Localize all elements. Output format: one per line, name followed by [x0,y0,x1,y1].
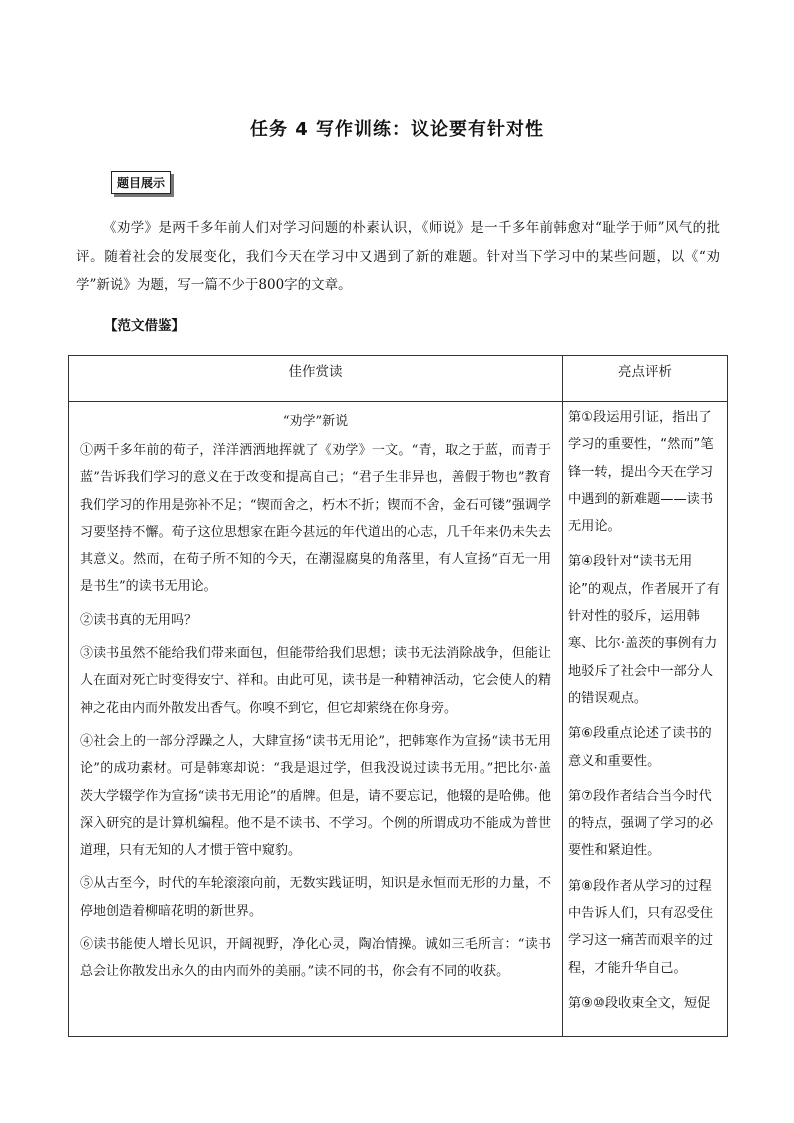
comment-2: 第④段针对“读书无用论”的观点，作者展开了有针对性的驳斥，运用韩寒、比尔·盖茨的事例有力地驳斥了社会中一部分人的错误观点。 [568,554,720,706]
essay-paragraph-5: ⑤从古至今，时代的车轮滚滚向前，无数实践证明，知识是永恒而无形的力量，不停地创造着柳暗花明的新世界。 [80,876,551,919]
comment-5: 第⑧段作者从学习的过程中告诉人们，只有忍受住学习这一痛苦而艰辛的过程，才能升华自己。 [568,878,714,976]
essay-paragraph-6: ⑥读书能使人增长见识，开阔视野，净化心灵，陶冶情操。诚如三毛所言：“读书总会让你散发出永久的由内而外的美丽。”读不同的书，你会有不同的收获。 [80,937,551,980]
header-essay: 佳作赏读 [69,356,563,402]
comments-cell [563,402,728,1037]
essay-title: “劝学”新说 [282,414,349,429]
section-heading: 【范文借鉴】 [104,318,185,334]
section-tag: 题目展示 [111,171,171,194]
essay-paragraph-1: ①两千多年前的荀子，洋洋洒洒地挥就了《劝学》一文。“青，取之于蓝，而青于蓝”告诉我们学习的意义在于改变和提高自己；“君子生非异也，善假于物也”教育我们学习的作用是弥补不足；“锲而舍之，朽木不折；锲而不舍，金石可镂”强调学习要坚持不懈。荀子这位思想家在距今甚远的年代道出的心志，几千年来仍未失去其意义。然而，在荀子所不知的今天，在潮湿腐臭的角落里，有人宣扬“百无一用是书生”的读书无用论。 [80,443,551,595]
essay-paragraph-2: ②读书真的无用吗？ [80,612,198,628]
essay-paragraph-4: ④社会上的一部分浮躁之人，大肆宣扬“读书无用论”，把韩寒作为宣扬“读书无用论”的成功素材。可是韩寒却说：“我是退过学，但我没说过读书无用。”把比尔·盖茨大学辍学作为宣扬“读书无用论”的盾牌。但是，请不要忘记，他辍的是哈佛。他深入研究的是计算机编程。他不是不读书、不学习。个例的所谓成功不能成为普世道理，只有无知的人才惯于管中窥豹。 [80,733,551,859]
essay-cell [69,402,563,1037]
page-title: 任务 4 写作训练：议论要有针对性 [249,119,545,140]
essay-paragraph-3: ③读书虽然不能给我们带来面包，但能带给我们思想；读书无法消除战争，但能让人在面对死亡时变得安宁、祥和。由此可见，读书是一种精神活动，它会使人的精神之花由内而外散发出香气。你嗅不到它，但它却萦绕在你身旁。 [80,646,551,716]
comment-4: 第⑦段作者结合当今时代的特点，强调了学习的必要性和紧迫性。 [568,788,714,859]
comment-3: 第⑥段重点论述了读书的意义和重要性。 [568,726,712,769]
comment-1: 第①段运用引证，指出了学习的重要性，“然而”笔锋一转，提出今天在学习中遇到的新难题——读书无用论。 [568,410,714,535]
intro-paragraph: 《劝学》是两千多年前人们对学习问题的朴素认识，《师说》是一千多年前韩愈对“耻学于师”风气的批评。随着社会的发展变化，我们今天在学习中又遇到了新的难题。针对当下学习中的某些问题，以《“劝学”新说》为题，写一篇不少于800字的文章。 [76,220,720,293]
header-comments: 亮点评析 [563,356,728,402]
essay-table [68,355,728,1037]
table-body-row [69,402,728,1037]
table-header-row [69,356,728,402]
comment-6: 第⑨⑩段收束全文，短促 [568,995,711,1011]
